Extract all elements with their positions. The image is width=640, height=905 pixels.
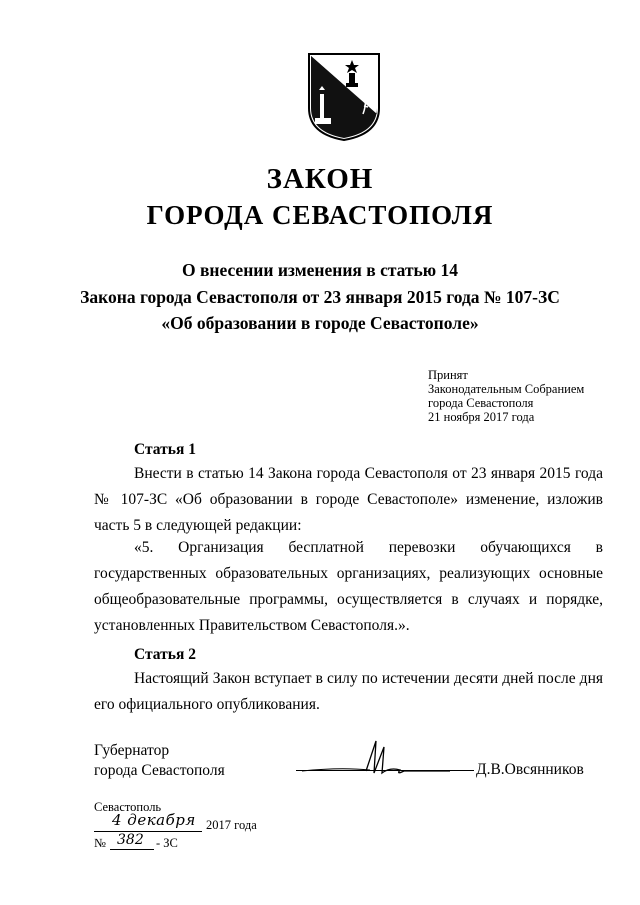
signatory-position [94, 741, 225, 781]
subject-line-1: О внесении изменения в статью 14 [181, 260, 459, 280]
accepted-line-2: Законодательным Собранием [428, 382, 585, 396]
sevastopol-coat-of-arms-icon [305, 50, 383, 142]
accepted-line-3: города Севастополя [428, 396, 534, 410]
handwritten-signature-icon [300, 737, 480, 787]
handwritten-number: 382 [117, 832, 144, 848]
article-1-heading: Статья 1 [134, 441, 196, 458]
article-1-paragraph-1: Внести в статью 14 Закона города Севастополя от 23 января 2015 года № 107-ЗС «Об образовании в городе Севастополе» изменение, изложив часть 5 в следующей редакции: [94, 465, 603, 534]
number-prefix: № [94, 836, 106, 850]
handwritten-date: 4 декабря [112, 811, 196, 829]
number-line [110, 849, 154, 850]
accepted-date: 21 ноября 2017 года [428, 410, 535, 424]
signatory-position-line-1: Губернатор [94, 742, 170, 759]
article-2-paragraph: Настоящий Закон вступает в силу по истечении десяти дней после дня его официального опубликования. [94, 670, 603, 713]
document-issuer-title: ГОРОДА СЕВАСТОПОЛЯ [146, 200, 494, 230]
signing-city: Севастополь [94, 800, 162, 814]
accepted-block [428, 368, 584, 424]
signatory-name: Д.В.Овсянников [476, 761, 584, 778]
signing-year: 2017 года [206, 818, 257, 832]
accepted-line-1: Принят [428, 368, 468, 382]
article-1-paragraph-2: «5. Организация бесплатной перевозки обучающихся в государственных образовательных организациях, реализующих основные общеобразовательные программы, осуществляется в случаях и порядке, установленных Правительством Севастополя.». [94, 539, 603, 634]
subject-line-3: «Об образовании в городе Севастополе» [161, 313, 479, 333]
date-line [94, 831, 202, 832]
document-type-title: ЗАКОН [266, 163, 374, 195]
signatory-position-line-2: города Севастополя [94, 762, 225, 779]
article-2-heading: Статья 2 [134, 646, 196, 663]
subject-line-2: Закона города Севастополя от 23 января 2015 года № 107-ЗС [80, 287, 560, 307]
number-suffix: - ЗС [156, 836, 178, 850]
